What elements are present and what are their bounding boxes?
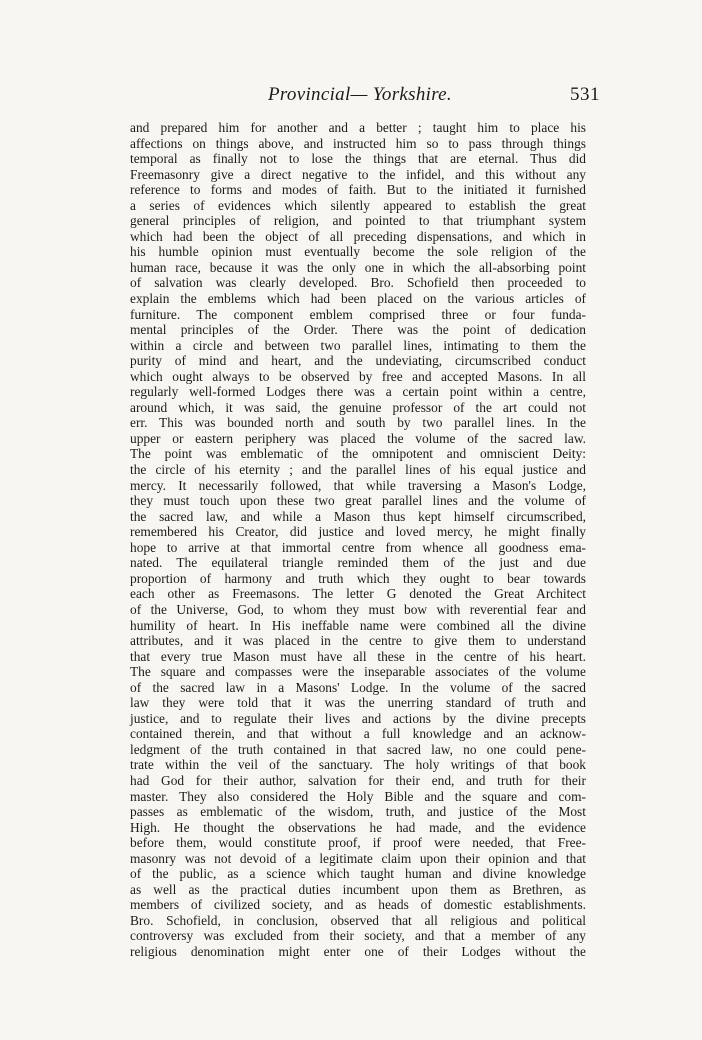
text-line: his humble opinion must eventually become the sole religion of the [130, 244, 586, 260]
text-line: as well as the practical duties incumbent upon them as Brethren, as [130, 881, 586, 897]
text-line: furniture. The component emblem comprised three or four funda- [130, 306, 586, 322]
text-line: which had been the object of all preceding dispensations, and which in [130, 228, 586, 244]
text-line: temporal as finally not to lose the things that are eternal. Thus did [130, 151, 586, 167]
text-line: religious denomination might enter one of their Lodges without the [130, 943, 586, 959]
text-line: trate within the veil of the sanctuary. The holy writings of that book [130, 757, 586, 773]
text-line: upper or eastern periphery was placed the volume of the sacred law. [130, 430, 586, 446]
text-line: affections on things above, and instructed him so to pass through things [130, 135, 586, 151]
text-line: around which, it was said, the genuine professor of the art could not [130, 399, 586, 415]
page-number: 531 [570, 84, 600, 105]
text-line: regularly well-formed Lodges there was a certain point within a centre, [130, 384, 586, 400]
text-line: of the public, as a science which taught human and divine knowledge [130, 866, 586, 882]
text-line: controversy was excluded from their society, and that a member of any [130, 928, 586, 944]
text-line: of salvation was clearly developed. Bro. Schofield then proceeded to [130, 275, 586, 291]
text-line: reference to forms and modes of faith. But to the initiated it furnished [130, 182, 586, 198]
text-line: and prepared him for another and a better ; taught him to place his [130, 120, 586, 135]
text-line: hope to arrive at that immortal centre from whence all goodness ema- [130, 539, 586, 555]
text-line: mercy. It necessarily followed, that while traversing a Mason's Lodge, [130, 477, 586, 493]
text-line: humility of heart. In His ineffable name were combined all the divine [130, 617, 586, 633]
text-line: contained therein, and that without a full knowledge and an acknow- [130, 726, 586, 742]
text-line: masonry was not devoid of a legitimate claim upon their opinion and that [130, 850, 586, 866]
text-line: of the Universe, God, to whom they must bow with reverential fear and [130, 601, 586, 617]
text-line: of the sacred law in a Masons' Lodge. In the volume of the sacred [130, 679, 586, 695]
text-line: law they were told that it was the unerring standard of truth and [130, 695, 586, 711]
running-head [120, 84, 600, 110]
body-text [130, 120, 586, 960]
text-line: members of civilized society, and as heads of domestic establishments. [130, 897, 586, 913]
text-line: justice, and to regulate their lives and actions by the divine precepts [130, 710, 586, 726]
text-line: purity of mind and heart, and the undeviating, circumscribed conduct [130, 353, 586, 369]
text-line: explain the emblems which had been placed on the various articles of [130, 291, 586, 307]
text-line: before them, would constitute proof, if proof were needed, that Free- [130, 835, 586, 851]
text-line: The point was emblematic of the omnipotent and omniscient Deity: [130, 446, 586, 462]
text-line: proportion of harmony and truth which they ought to bear towards [130, 570, 586, 586]
text-line: which ought always to be observed by free and accepted Masons. In all [130, 368, 586, 384]
text-line: the sacred law, and while a Mason thus kept himself circumscribed, [130, 508, 586, 524]
text-line: they must touch upon these two great parallel lines and the volume of [130, 493, 586, 509]
text-line: High. He thought the observations he had made, and the evidence [130, 819, 586, 835]
text-line: mental principles of the Order. There was the point of dedication [130, 322, 586, 338]
text-line: human race, because it was the only one in which the all-absorbing point [130, 259, 586, 275]
text-line: the circle of his eternity ; and the parallel lines of his equal justice and [130, 462, 586, 478]
text-line: Bro. Schofield, in conclusion, observed that all religious and political [130, 912, 586, 928]
text-line: a series of evidences which silently appeared to establish the great [130, 197, 586, 213]
text-line: within a circle and between two parallel lines, intimating to them the [130, 337, 586, 353]
text-line: attributes, and it was placed in the centre to give them to understand [130, 633, 586, 649]
text-line: nated. The equilateral triangle reminded them of the just and due [130, 555, 586, 571]
running-title: Provincial— Yorkshire. [268, 84, 452, 105]
text-line: Freemasonry give a direct negative to the infidel, and this without any [130, 166, 586, 182]
text-line: err. This was bounded north and south by two parallel lines. In the [130, 415, 586, 431]
text-line: general principles of religion, and pointed to that triumphant system [130, 213, 586, 229]
text-line: passes as emblematic of the wisdom, truth, and justice of the Most [130, 804, 586, 820]
text-line: had God for their author, salvation for their end, and truth for their [130, 772, 586, 788]
text-line: each other as Freemasons. The letter G denoted the Great Architect [130, 586, 586, 602]
text-line: master. They also considered the Holy Bible and the square and com- [130, 788, 586, 804]
text-line: The square and compasses were the inseparable associates of the volume [130, 664, 586, 680]
text-line: that every true Mason must have all these in the centre of his heart. [130, 648, 586, 664]
text-line: remembered his Creator, did justice and loved mercy, he might finally [130, 524, 586, 540]
text-line: ledgment of the truth contained in that sacred law, no one could pene- [130, 741, 586, 757]
